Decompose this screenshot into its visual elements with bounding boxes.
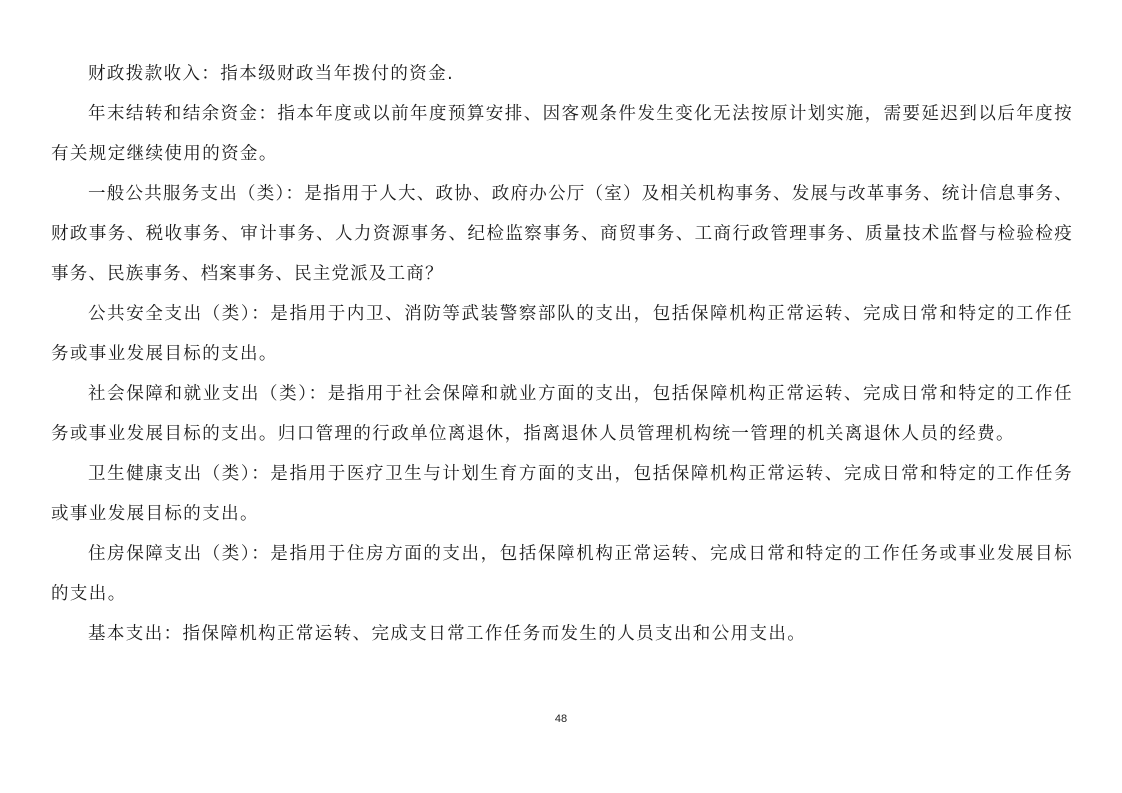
page-number: 48 <box>554 713 568 725</box>
paragraph-housing-security: 住房保障支出（类）：是指用于住房方面的支出，包括保障机构正常运转、完成日常和特定的工作任务或事业发展目标的支出。 <box>51 544 1073 604</box>
document-body <box>51 54 1073 654</box>
paragraph-health: 卫生健康支出（类）：是指用于医疗卫生与计划生育方面的支出，包括保障机构正常运转、完成日常和特定的工作任务或事业发展目标的支出。 <box>51 464 1073 524</box>
paragraph-social-security-employment: 社会保障和就业支出（类）：是指用于社会保障和就业方面的支出，包括保障机构正常运转、完成日常和特定的工作任务或事业发展目标的支出。归口管理的行政单位离退休，指离退休人员管理机构统一管理的机关离退休人员的经费。 <box>51 384 1073 444</box>
paragraph-basic-expenditure: 基本支出：指保障机构正常运转、完成支日常工作任务而发生的人员支出和公用支出。 <box>88 624 807 644</box>
paragraph-carryover-funds: 年末结转和结余资金：指本年度或以前年度预算安排、因客观条件发生变化无法按原计划实施，需要延迟到以后年度按有关规定继续使用的资金。 <box>51 104 1073 164</box>
paragraph-public-safety: 公共安全支出（类）：是指用于内卫、消防等武装警察部队的支出，包括保障机构正常运转、完成日常和特定的工作任务或事业发展目标的支出。 <box>51 304 1073 364</box>
paragraph-general-public-services: 一般公共服务支出（类）：是指用于人大、政协、政府办公厅（室）及相关机构事务、发展与改革事务、统计信息事务、财政事务、税收事务、审计事务、人力资源事务、纪检监察事务、商贸事务、工商行政管理事务、质量技术监督与检验检疫事务、民族事务、档案事务、民主党派及工商？ <box>51 184 1073 284</box>
paragraph-fiscal-appropriation-income: 财政拨款收入：指本级财政当年拨付的资金. <box>88 64 455 84</box>
